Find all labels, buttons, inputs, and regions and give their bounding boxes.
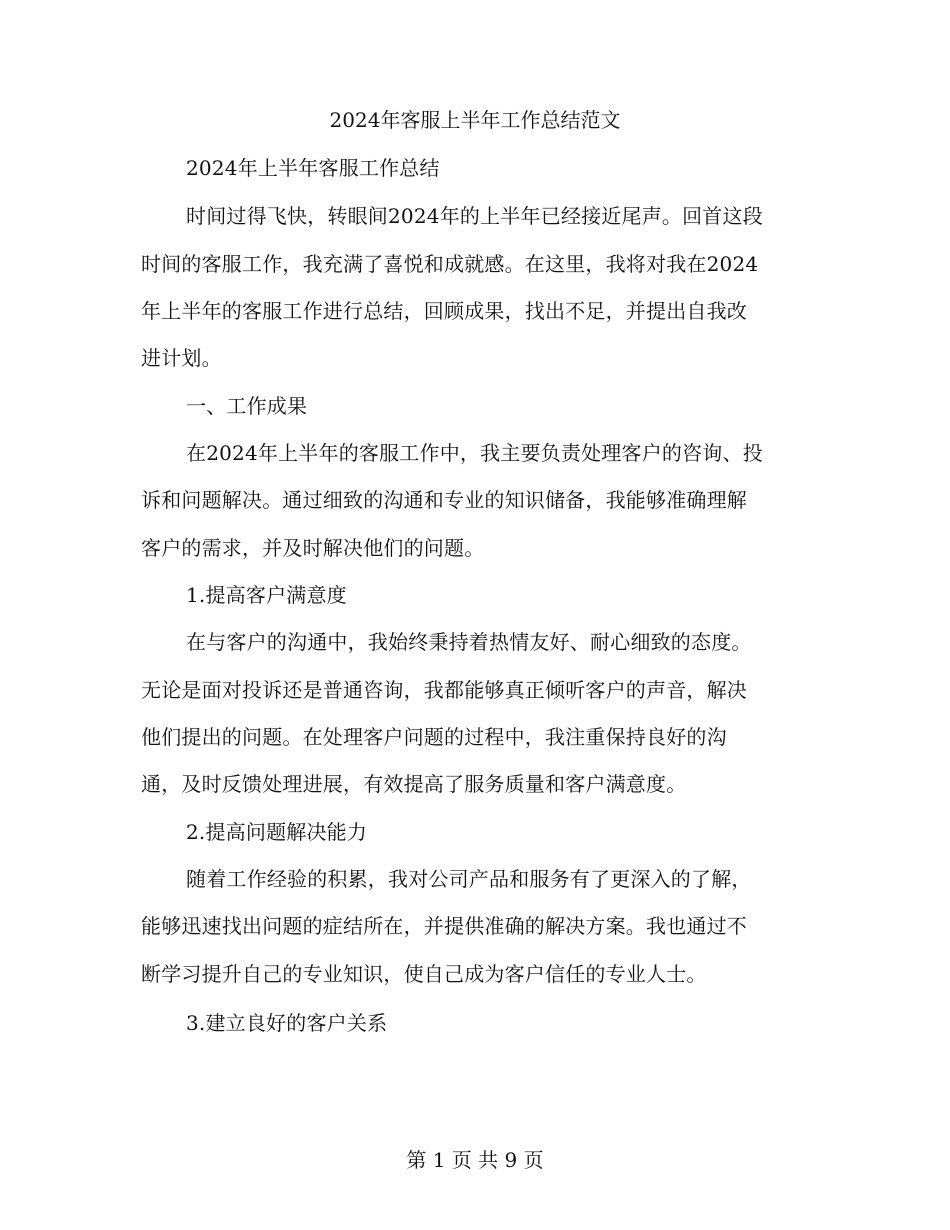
paragraph-line: 他们提出的问题。在处理客户问题的过程中，我注重保持良好的沟 (141, 725, 727, 749)
paragraph-line: 时间的客服工作，我充满了喜悦和成就感。在这里，我将对我在2024 (141, 252, 759, 276)
paragraph-line: 诉和问题解决。通过细致的沟通和专业的知识储备，我能够准确理解 (141, 488, 747, 512)
section-heading: 一、工作成果 (186, 394, 308, 418)
page-footer: 第 1 页 共 9 页 (406, 1148, 544, 1172)
subtitle: 2024年上半年客服工作总结 (186, 156, 440, 180)
subsection-heading: 3.建立良好的客户关系 (186, 1011, 388, 1035)
paragraph-line: 通，及时反馈处理进展，有效提高了服务质量和客户满意度。 (141, 772, 687, 796)
paragraph-line: 在与客户的沟通中，我始终秉持着热情友好、耐心细致的态度。 (186, 630, 752, 654)
paragraph-line: 时间过得飞快，转眼间2024年的上半年已经接近尾声。回首这段 (186, 204, 763, 228)
paragraph-line: 断学习提升自己的专业知识，使自己成为客户信任的专业人士。 (141, 962, 707, 986)
paragraph-line: 年上半年的客服工作进行总结，回顾成果，找出不足，并提出自我改 (141, 299, 747, 323)
subsection-heading: 1.提高客户满意度 (186, 583, 347, 607)
paragraph-line: 客户的需求，并及时解决他们的问题。 (141, 536, 485, 560)
paragraph-line: 能够迅速找出问题的症结所在，并提供准确的解决方案。我也通过不 (141, 914, 747, 938)
paragraph-line: 进计划。 (141, 346, 222, 370)
paragraph-line: 在2024年上半年的客服工作中，我主要负责处理客户的咨询、投 (186, 441, 763, 465)
subsection-heading: 2.提高问题解决能力 (186, 820, 368, 844)
paragraph-line: 无论是面对投诉还是普通咨询，我都能够真正倾听客户的声音，解决 (141, 678, 747, 702)
document-title: 2024年客服上半年工作总结范文 (329, 108, 621, 132)
paragraph-line: 随着工作经验的积累，我对公司产品和服务有了更深入的了解， (186, 867, 752, 891)
